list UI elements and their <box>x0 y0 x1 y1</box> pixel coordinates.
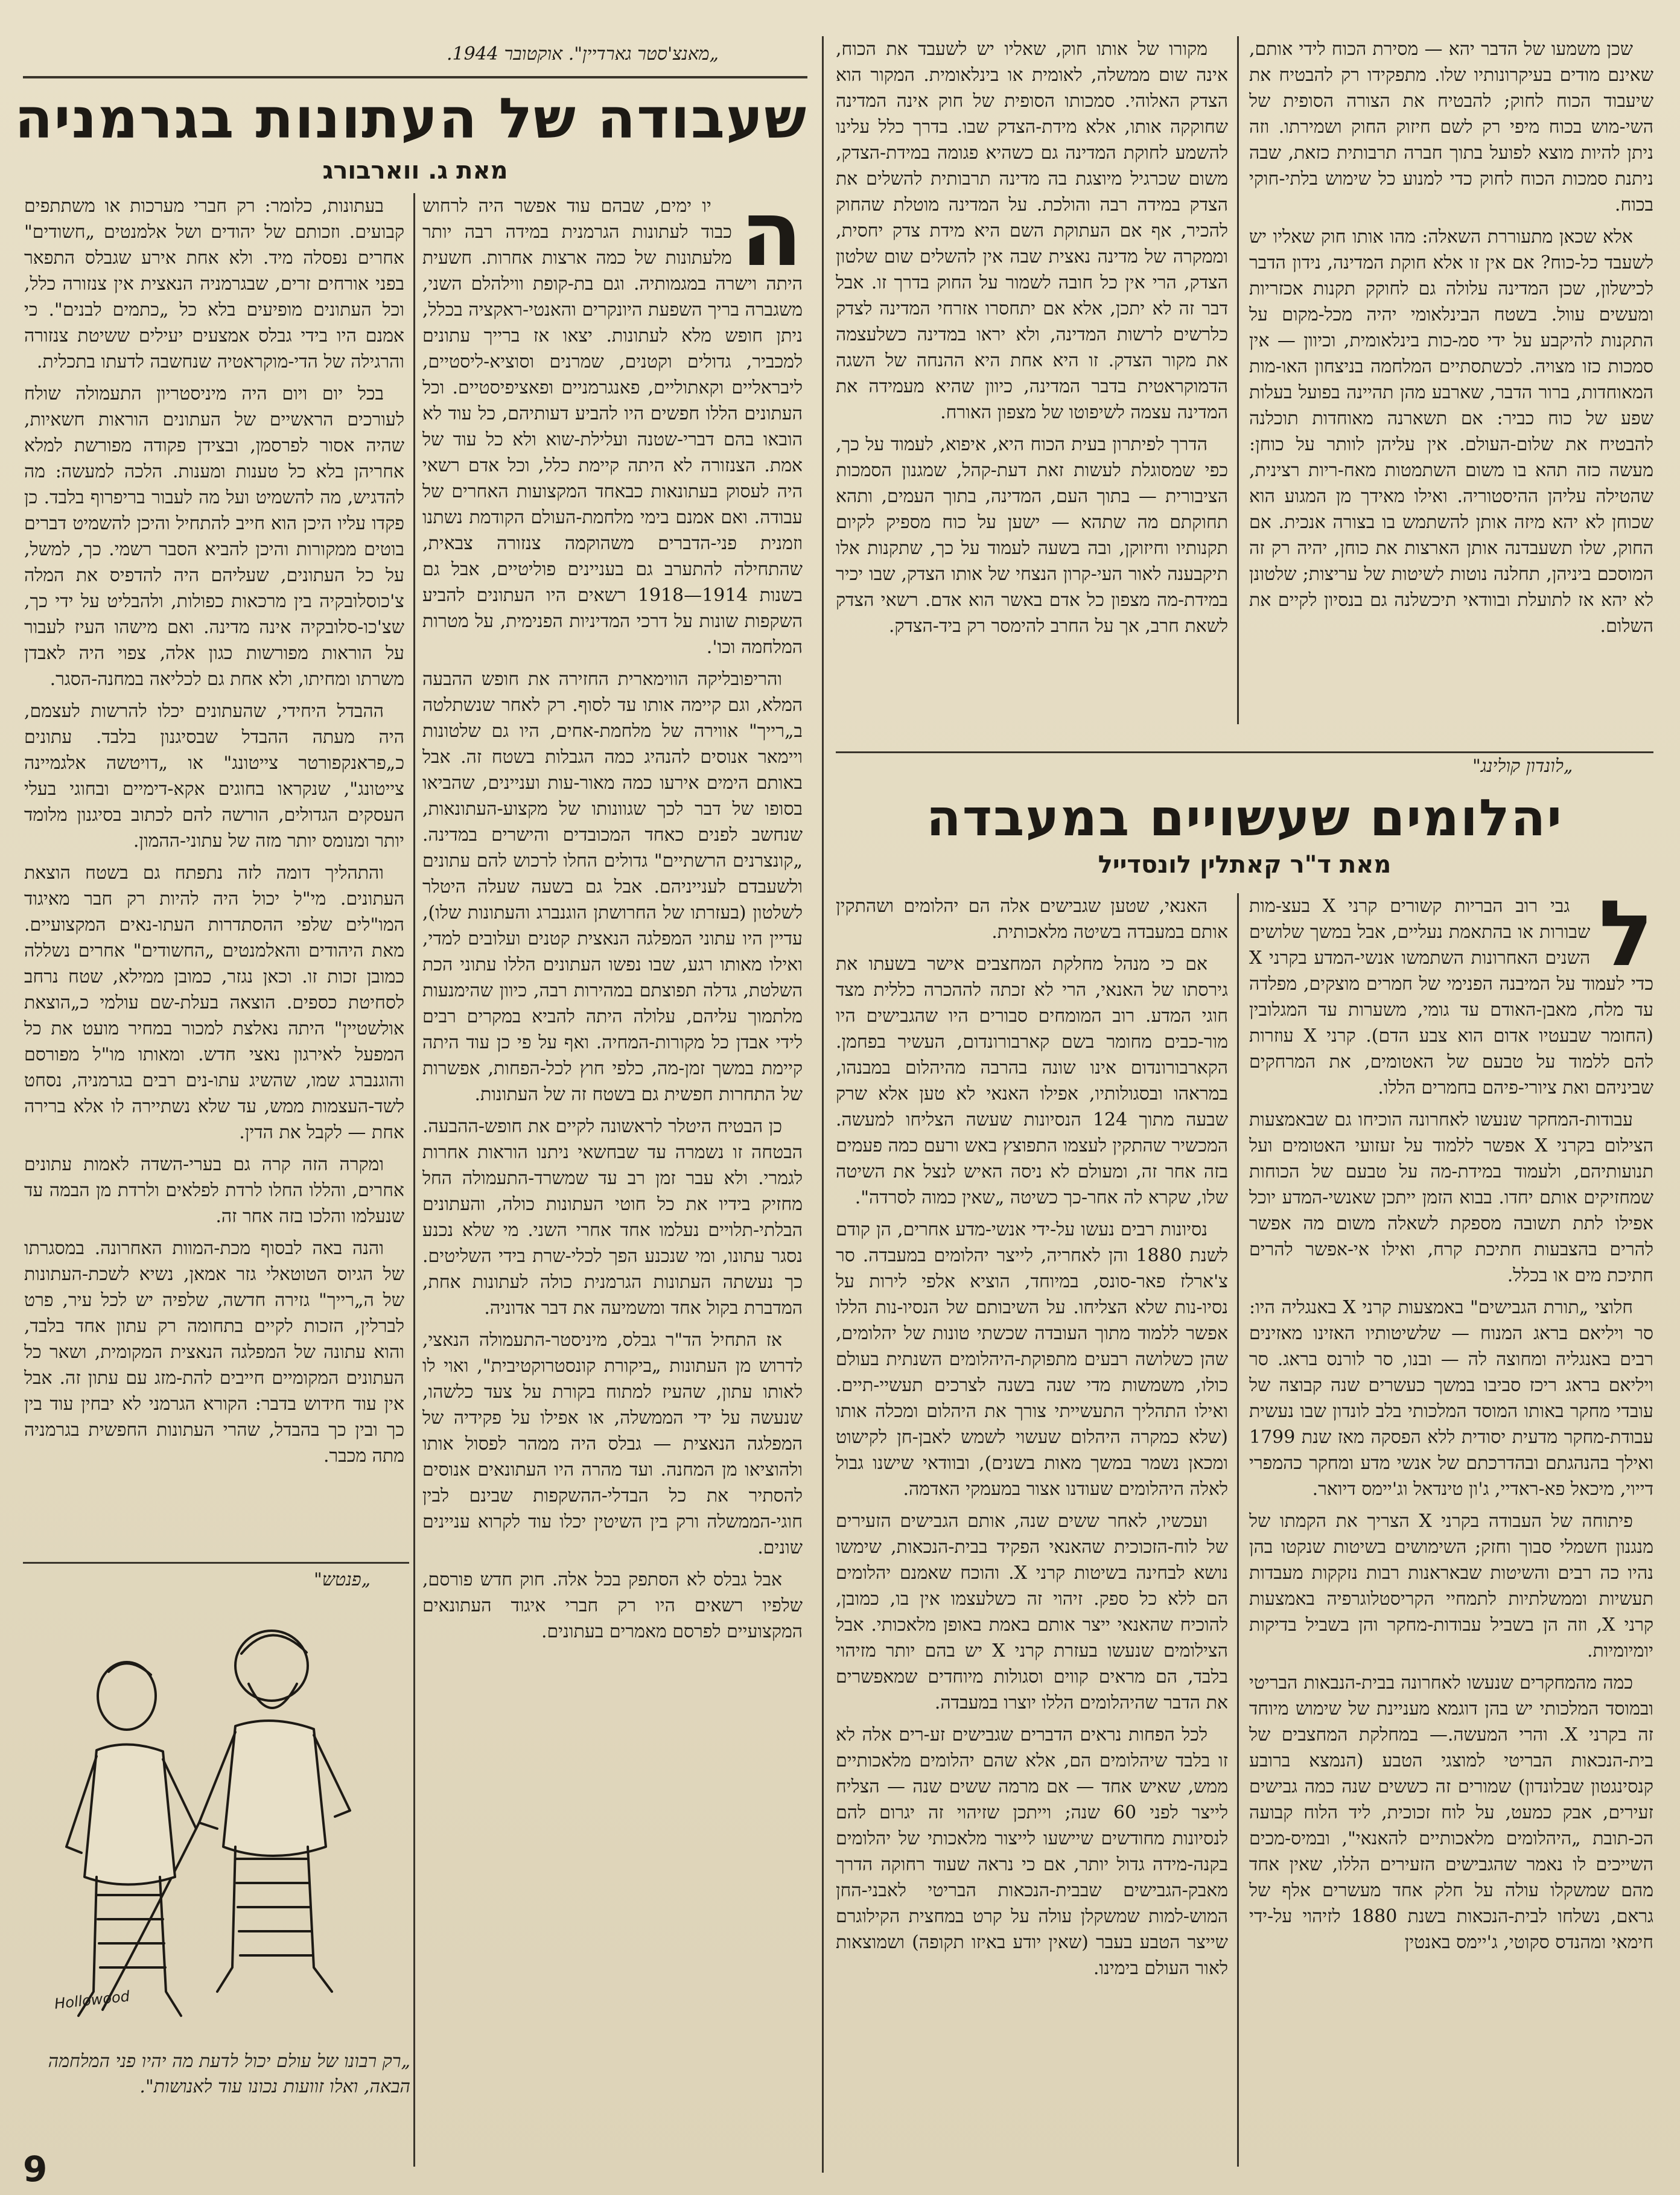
article1-paragraph: כן הבטיח היטלר לראשונה לקיים את חופש-ההבעה. הבטחה זו נשמרה עד שבחשאי ניתנו הוראות אחרות לגמרי. ולא עבר זמן רב עד שמשרד-התעמולה החל מחזיק בידיו את כל חוטי העתונות כולה, והעתונים הבלתי-תלויים נעלמו אחד אחרי השני. מי שלא נכנע נסגר עתונו, ומי שנכנע הפך לכלי-שרת בידי השליטים. כך נעשתה העתונות הגרמנית כולה לעתונות אחת, המדברת בקול אחד ומשמיעה את דבר אדוניה. <box>422 1116 803 1319</box>
article2-top-rule <box>836 751 1653 753</box>
article1-byline: מאת ג. ווארבורג <box>322 157 508 185</box>
top-right-paragraph: שכן משמעו של הדבר יהא — מסירת הכוח לידי אותם, שאינם מודים בעיקרונותיו שלו. מתפקידו רק להבטיח את שיעבוד הכוח לחוק; להבטיח את הצורה הסופית של השי-מוש בכוח מיפי רק לשם חיזוק החוק ושמירתו. וזה ניתן להיות מוצא לפועל בתוך חברה תרבותית כזאת, שבה ניתנת סמכות הכוח לחוק כדי למנוע כל שימוש בלתי-חוקי בכוח. <box>1249 39 1653 215</box>
article2-right-column <box>1249 893 1653 2167</box>
article1-source: „מאנצ'סטר גארדיין". אוקטובר 1944. <box>447 43 719 65</box>
top-right-paragraph: אלא שכאן מתעוררת השאלה: מהו אותו חוק שאליו יש לשעבד כל-כוח? אם אין זו אלא חוקת המדינה, נידון הדבר לכישלון, שכן המדינה עלולה גם לחוקק תקנות אכזריות ומעשים עוול. בשטח הבינלאומי יהיה מכל-מקום על התקנות להיקבע על ידי סמ-כות בינלאומית, וכיוון — אין סמכות כזו מצויה. לכשתסתיים המלחמה בניצחון האו-מות המאוחדות, ברור הדבר, שארבע מהן תהיינה בפועל בעלות שפע של כוח כביר: אם תשארנה מאוחדות תוכלנה להבטיח את שלום-העולם. אין עליהן לוותר על כוחן: מעשה כזה תהא בו משום השתמטות מאח-ריות רצינית, שהטילה עליהן ההיסטוריה. ואילו מאידך מן המגוע הוא שכוחן לא יהא מיזה אותן להשתמש בו בצורה אנכית. אם החוק, שלו תשעבדנה אותן הארצות את כוחן, יהיה רק זה המוסכם ביניהן, תחלנה נוטות לשיטות של עריצות; שלטונן לא יהא אז לתועלת ובוודאי תיכשלנה גם בנסיון לקיים את השלום. <box>1249 226 1653 637</box>
article1-paragraph: יו ימים, שבהם עוד אפשר היה לרחוש כבוד לעתונות הגרמנית במידה רבה יותר מלעתונות של כמה ארצות אחרות. חשעית היתה וישרה במגמותיה. וגם בת-קופת ווילהלם השני, משגברה בריך השפעת היונקרים והאנטי-ראקציה בכלל, ניתן חופש מלא לעתונות. יצאו אז ברייך עתונים למכביר, גדולים וקטנים, שמרנים וסוציא-ליסטיים, ליבראליים וקאתוליים, פאנגרמניים ופאציפיסטיים. וכל העתונים הללו חפשים היו להביע דעותיהם, כל עוד לא הובאו בהם דברי-שטנה ועלילת-שוא ולא כל עוד של אמת. הצנזורה לא היתה קיימת כלל, וכל אדם רשאי היה לעסוק בעתונאות כבאחד המקצועות האחרים של עבודה. ואם אמנם בימי מלחמת-העולם הקודמת נשתנו וזמנית פני-הדברים משהוקמה צנזורה צבאית, שהתחילה להתערב גם בעניינים פוליטיים, אבל גם בשנות 1914—1918 רשאים היו העתונים להביע השקפות שונות על דרכי המדיניות הפנימית, על מטרות המלחמה וכו'. <box>422 196 803 658</box>
page-number: 9 <box>23 2149 48 2190</box>
article2-paragraph: פיתוחה של העבודה בקרני X הצריך את הקמתו של מנגנון חשמלי סבוך וחזק; השימושים בשיטות שנקטו בהן נהיו כה רבים והשיטות שבאראנות רבות נזקקות מעבדות תעשיות וממשלתיות לתמחיי הקריסטלוגרפיה באמצעות קרני X, וזה הן בשביל עבודות-מחקר והן בשביל בדיקות יומיומיות. <box>1249 1511 1653 1661</box>
article2-title: יהלומים שעשויים במעבדה <box>926 788 1563 847</box>
article2-source: „לונדון קולינג" <box>1472 756 1573 777</box>
article1-top-rule <box>23 76 807 78</box>
article1-paragraph: אבל גבלס לא הסתפק בכל אלה. חוק חדש פורסם, שלפיו רשאים היו רק חברי איגוד העתונאים המקצועיים לפרסם מאמרים בעתונים. <box>422 1569 803 1642</box>
article2-dropcap: ל <box>1599 893 1653 987</box>
article1-paragraph: אז התחיל הד"ר גבלס, מיניסטר-התעמולה הנאצי, לדרוש מן העתונות „ביקורת קונסטרוקטיבית", ואוי לו לאותו עתון, שהעיז למתוח בקורת על צעד כלשהו, שנעשה על ידי הממשלה, או אפילו על פקידיה של המפלגה הנאצית — גבלס היה ממהר לפסול אותו ולהוציאו מן המחנה. ועד מהרה היו העתונאים אנוסים להסתיר את כל הבדלי-ההשקפות שבינם לבין חוגי-הממשלה ורק בין השיטין יכלו עוד לקרוא עניינים שונים. <box>422 1330 803 1558</box>
article2-paragraph: נסיונות רבים נעשו על-ידי אנשי-מדע אחרים, הן קודם לשנת 1880 והן לאחריה, לייצר יהלומים במעבדה. סר צ'ארלז פאר-סונס, במיוחד, הוציא אלפי לירות על נסיו-נות שלא הצליחו. על השיבותם של הנסיו-נות הללו אפשר ללמוד מתוך העובדה שכשתי טונות של יהלומים, שהן כשלושה רבעים מתפוקת-היהלומים השנתית בעולם כולו, משמשות מדי שנה בשנה לצרכים תעשיי-תיים. ואילו התהליך התעשייתי צורך את היהלום ומכלה אותו (שלא כמקרה היהלום שעשוי לשמש לאבן-חן לקישוט ומכאן נשמר במשך מאות בשנים), ובוודאי שישנו גבול לאלה היהלומים שעודנו אצור במעמקי האדמה. <box>836 1219 1228 1500</box>
top-right-column-1 <box>1249 36 1653 724</box>
top-right-column-2 <box>836 36 1228 724</box>
article2-byline: מאת ד"ר קאתלין לונסדייל <box>1098 851 1392 879</box>
cartoon-source: „פנטש" <box>314 1569 371 1590</box>
cartoon-signature: Hollowood <box>53 1987 131 2013</box>
article1-paragraph: והתהליך דומה לזה נתפתח גם בשטח הוצאת העתונים. מי"ל יכול היה להיות רק חבר מאיגוד המו"לים שלפי ההסתדרות העתו-נאים המקצועיים. מאת היהודים והאלמנטים „החשודים" אחרים נשללה כמובן זכות זו. וכאן נגזר, כמובן ממילא, שטח נרחב לסחיטת כספים. הוצאה בעלת-שם עולמי כ„הוצאת אולשטיין" היתה נאלצת למכור במחיר מועט את כל המפעל לאירגון נאצי חדש. ומאותו מו"ל מפורסם והוגנברג שמו, שהשיג עתו-נים רבים בגרמניה, נסחט לשד-העצמות ממש, עד שלא נשתיירה לו אלא ברירה אחת — לקבל את הדין. <box>24 862 404 1143</box>
article2-paragraph: אם כי מנהל מחלקת המחצבים אישר בשעתו את גירסתו של האנאי, הרי לא זכתה לההכרה כללית מצד חוגי המדע. רוב המומחים סבורים היו שהגבישים היו מור-כבים מחומר בשם קארבורונדום, העשיר בפחמן. הקארבורונדום אינו שונה בהרבה מהיהלום במבנהו, במראהו ובסגולותיו, אפילו האנאי לא טען אלא שרק שבעה מתוך 124 הנסיונות שעשה הצליחו למעשה. המכשיר שהתקין לעצמו התפוצץ באש ורעם כמה פעמים בזה אחר זה, ומעולם לא ניסה האיש לנצל את השיטה שלו, שקרא לה אחר-כך כשיטה „שאין כמוה לסרדה". <box>836 954 1228 1208</box>
cartoon-top-rule <box>23 1562 409 1564</box>
top-right-paragraph: מקורו של אותו חוק, שאליו יש לשעבד את הכוח, אינה שום ממשלה, לאומית או בינלאומית. המקור הוא הצדק האלוהי. סמכותו הסופית של חוק אינה המדינה שחוקקה אותו, אלא מידת-הצדק שבו. בדרך כלל עלינו להשמע לחוקת המדינה גם כשהיא פגומה במידת-הצדק, משום שכרגיל מיוצגת בה מדינה תרבותית להשלים את הצדק במידה רבה והולכת. על המדינה מוטלת שהחוק להכיר, אף אם העתוקת השם היא מידת צדק יחסית, וממקרה של מדינה נאצית שבה אין להשלים שום שלטון הצדק, הרי אין כל חובה לשמור על החוק בדרך זו. אבל דבר זה לא יתכן, אלא אם יתחסרו אזרחי המדינה לצדק כלרשים לרשות המדינה, ולא יראו במדינה כשלעצמה את מקור הצדק. זו היא אחת היא ההנחה של השגה הדמוקראטית בדבר המדינה, כיוון שהיא מעמידה את המדינה עצמה לשיפוטו של מצפון האורח. <box>836 39 1228 423</box>
article2-paragraph: עבודות-המחקר שנעשו לאחרונה הוכיחו גם שבאמצעות הצילום בקרני X אפשר ללמוד על זעזועי האטומים ועל תנועותיהם, ולעמוד במידת-מה על טבעם של הכוחות שמחזיקים אותם יחדו. בבוא הזמן ייתכן שאנשי-המדע יוכל אפילו לתת תשובה מספקת לשאלה משום מה אפשר להרים בהצבעות חתיכת קרח, ואילו אי-אפשר להרים חתיכת מים או בכלל. <box>1249 1109 1653 1286</box>
article2-paragraph: גבי רוב הבריות קשורים קרני X בעצ-מות שבורות או בהתאמת נעליים, אבל במשך שלושים השנים האחרונות השתמשו אנשי-המדע בקרני X כדי לעמוד על המיבנה הפנימי של חמרים מוצקים, מפלדה עד מלח, מאבן-האודם עד גומי, משערות עד המגלובין (החומר שבעטיו אדום הוא צבע הדם). קרני X עוזרות להם ללמוד על טבעם של האטומים, את המרחקים שביניהם ואת ציורי-פיהם בחמרים הללו. <box>1249 896 1653 1098</box>
article1-dropcap: ה <box>740 193 803 287</box>
article2-paragraph: לכל הפחות נראים הדברים שגבישים זע-רים אלה לא זו בלבד שיהלומים הם, אלא שהם יהלומים מלאכותיים ממש, שאיש אחד — אם מרמה ששים שנה — הצליח לייצר לפני 60 שנה; וייתכן שזיהוי זה יגרום להם לנסיונות מחודשים שיישעו לייצור מלאכותי של יהלומים בקנה-מידה גדול יותר, אם כי נראה שעוד רחוקה הדרך מאבק-הגבישים שבבית-הנכאות הבריטי לאבני-החן המוש-למות שמשקלן עולה על קרט במחצית הקילוגרם שייצר הטבע בעבר (שאין יודע באיזו תקופה) ושמוצאות לאור העולם בימינו. <box>836 1724 1228 1979</box>
article2-paragraph: חלוצי „תורת הגבישים" באמצעות קרני X באנגליה היו: סר ויליאם בראג המנוח — שלשיטותיו האזינו מאזינים רבים באנגליה ומחוצה לה — ובנו, סר לורנס בראג. סר ויליאם בראג ריכז סביבו במשך כעשרים שנה קבוצה של עובדי מחקר באותו המוסד המלכותי בלב לונדון שבו נעשית עבודת-מחקר מדעית יסודית ללא הפסקה מאז שנת 1799 ואילך בהנהגתם ובהדרכתם של אנשי מדע ומחקר כהמפרי דייוי, מיכאל פא-ראדיי, ג'ון טינדאל וג'יימס דיואר. <box>1249 1297 1653 1500</box>
article2-column-rule <box>1237 893 1239 2167</box>
article1-left-column <box>24 193 404 1551</box>
article1-paragraph: והנה באה לבסוף מכת-המוות האחרונה. במסגרתו של הגיוס הטוטאלי גזר אמאן, נשיא לשכת-העתונות של ה„רייך" גזירה חדשה, שלפיה יש לכל עיר, פרט לברלין, הזכות לקיים בתחומה רק עתון אחד בלבד, והוא עתונה של המפלגה הנאצית המקומית, ושאר כל העתונים המקומיים חייבים להת-מזג עם עתון זה. אבל אין עוד חידוש בדבר: הקורא הגרמני לא יבחין עוד בין כך ובין כך בהבדל, שהרי העתונות החפשית בגרמניה מתה מכבר. <box>24 1238 404 1467</box>
article1-paragraph: ההבדל היחידי, שהעתונים יכלו להרשות לעצמם, היה מעתה ההבדל שבסיגנון בלבד. עתונים כ„פראנקפורטר צייטונג" או „דויטשה אלגמיינה צייטונג", שנקראו בחוגים אקא-דימיים ובחוגי בעלי העסקים הגדולים, הורשה להם לכתוב בסיגנון מלומד יותר ומנומס יותר מזה של עתוני-ההמון. <box>24 701 404 852</box>
article1-paragraph: בכל יום ויום היה מיניסטריון התעמולה שולח לעורכים הראשיים של העתונים הוראות חשאיות, שהיה אסור לפרסמן, ובצידן פקודה מפורשת למלא אחריהן בלא כל טענות ומענות. הלכה למעשה: מה להדגיש, מה להשמיט ועל מה לעבור בריפרוף בלבד. כן פקדו עליו היכן הוא חייב להתחיל והיכן להשמיט דברים בוטים ממקורות והיכן להביא הסבר רשמי. כך, למשל, על כל העתונים, שעליהם היה להדפיס את המלה צ'כוסלובקיה בין מרכאות כפולות, ולהבליט על ידי כך, שצ'כו-סלובקיה אינה מדינה. ואם מישהו העיז לעבור על הוראות מפורשות כגון אלה, צפוי היה לאבדן משרתו ומחיתו, ולא אחת גם לכליאה במחנה-הסגר. <box>24 383 404 690</box>
cartoon-caption: „רק רבונו של עולם יכול לדעת מה יהיו פני המלחמה הבאה, ואלו זוועות נכונו עוד לאנושות". <box>48 2051 410 2097</box>
article2-paragraph: ועכשיו, לאחר ששים שנה, אותם הגבישים הזעירים של לוח-הזכוכית שהאנאי הפקיד בבית-הנכאות, שימשו נושא לבחינה בשיטות קרני X. והוכח שאמנם יהלומים הם ללא כל ספק. זיהוי זה כשלעצמו אין בו, כמובן, להוכיח שהאנאי ייצר אותם באמת באופן מלאכותי. אבל הצילומים שנעשו בעזרת קרני X יש בהם יותר מזיהוי בלבד, הם מראים קווים וסגולות מיוחדים שמאפשרים את הדבר שהיהלומים הללו יוצרו במעבדה. <box>836 1511 1228 1713</box>
article2-paragraph: האנאי, שטען שגבישים אלה הם יהלומים ושהתקין אותם במעבדה בשיטה מלאכותית. <box>836 896 1228 943</box>
article1-right-column <box>422 193 803 2173</box>
article1-column-rule <box>413 193 415 2167</box>
top-right-paragraph: הדרך לפיתרון בעית הכוח היא, איפוא, לעמוד על כך, כפי שמסוגלת לעשות זאת דעת-קהל, שמגנון הסמכות הציבורית — בתוך העם, המדינה, בתוך העמים, ותהא תחוקתם מה שתהא — ישען על כוח מספיק לקיום תקנותיו וחיזוקן, ובה בשעה לעמוד על כך, שתקנות אלו תיקבענה לאור העי-קרון הנצחי של אותו הצדק, שבו יכיר במידת-מה מצפון כל אדם באשר הוא אדם. רשאי הצדק לשאת חרב, אך על החרב להימסר רק ביד-הצדק. <box>836 434 1228 637</box>
cartoon-drawing <box>24 1593 392 2040</box>
article1-title: שעבודה של העתונות בגרמניה <box>14 86 807 151</box>
article2-paragraph: כמה מהמחקרים שנעשו לאחרונה בבית-הנבאות הבריטי ובמוסד המלכותי יש בהן דוגמא מעניינת של שימוש מיוחד זה בקרני X. והרי המעשה.— במחלקת המחצבים של בית-הנכאות הבריטי למוצגי הטבע (הנמצא ברובע קנסינגטון שבלונדון) שמורים זה כששים שנה כמה גבישים זעירים, אבק כמעט, על לוח זכוכית, ליד הלוח קבועה הכ-תובת „היהלומים מלאכותיים להאנאי", ובמיס-מכים השייכים לו נאמר שהגבישים הזעירים הללו, שאין אחד מהם שמשקלו עולה על חלק אחד מעשרים אלף של גראם, נשלחו לבית-הנכאות בשנת 1880 לזיהוי על-ידי חימאי ומהנדס סקוטי, ג'יימס באנטין <box>1249 1672 1653 1953</box>
article1-paragraph: והריפובליקה הווימארית החזירה את חופש ההבעה המלא, וגם קיימה אותו עד לסוף. רק לאחר שנשתלטה ב„רייך" אווירה של מלחמת-אחים, היו גם שלטונות ויימאר אנוסים להנהיג כמה הגבלות בשטח זה. אבל באותם הימים אירעו כמה מאור-עות ועניינים, שהביאו בסופו של דבר לכך שגוונותו של מקצוע-העתונאות, שנחשב לפנים כאחד המכובדים והישרים במדינה. „קונצרנים הרשתיים" גדולים החלו לרכוש להם עתונים ולשעבדם לענייניהם. אבל גם בשעה שעלה היטלר לשלטון (בעזרתו של החרושתן הוגנברג והעתונות שלו), עדיין היו עתוני המפלגה הנאצית קטנים ועלובים למדי, ואילו מאותו רגע, שבו נפשו העתונים הללו עתוני הכת השלטת, גדלה תפוצתם במהירות רבה, כיוון שהימנעות מלתמוך עליהם, עלולה היתה להביא במקרים רבים לידי אבדן כל מקורות-המחיה. ואף על פי כן עוד היתה קיימת במשך זמן-מה, כלפי חוץ לכל-הפחות, אפשרות של התחרות חפשית גם בשטח זה של העתונות. <box>422 669 803 1105</box>
page-center-rule <box>822 36 824 2173</box>
article2-left-column <box>836 893 1228 2167</box>
article1-paragraph: בעתונות, כלומר: רק חברי מערכות או משתתפים קבועים. וזכותם של יהודים ושל אלמנטים „חשודים" אחרים נפסלה מיד. ולא אחת אירע שגבלס התפאר בפני אורחים זרים, שבגרמניה הנאצית אין צנזורה כלל, וכל העתונים מופיעים בלא כל „כתמים לבנים". כי אמנם היו בידי גבלס אמצעים יעילים ששיטת צנזורה והרגילה של הדי-מוקראטיה שנחשבה לדעתו בתכלית. <box>24 196 404 372</box>
top-right-column-rule <box>1237 36 1239 724</box>
article1-paragraph: ומקרה הזה קרה גם בערי-השדה לאמות עתונים אחרים, והללו החלו לרדת לפלאים ולרדת מן הבמה עד שנעלמו והלכו בזה אחר זה. <box>24 1154 404 1227</box>
